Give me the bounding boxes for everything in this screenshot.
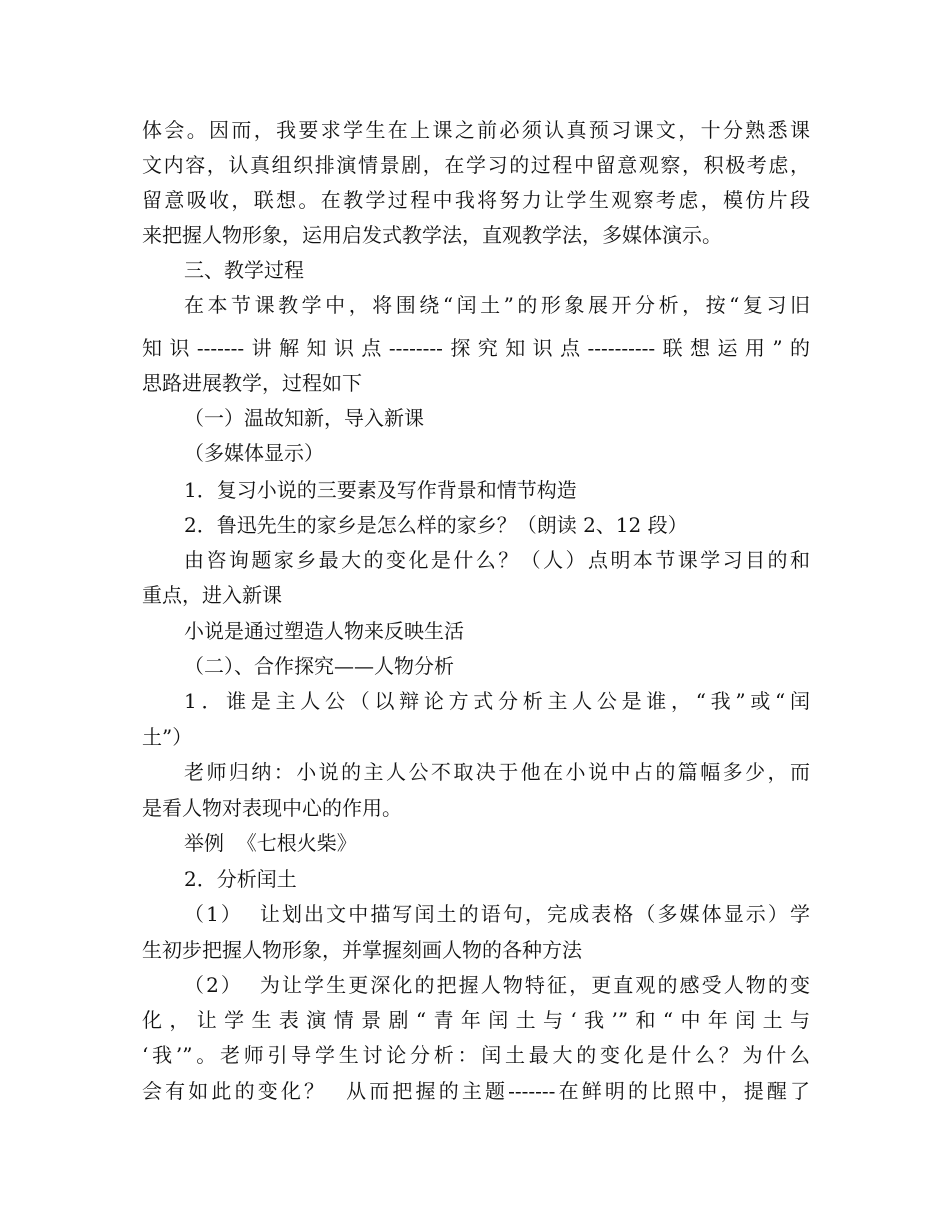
text-line: 老师归纳：小说的主人公不取决于他在小说中占的篇幅多少，而	[184, 760, 810, 784]
list-item: （1） 让划出文中描写闰土的语句，完成表格（多媒体显示）学	[184, 902, 810, 926]
text-line: 会有如此的变化？ 从而把握的主题-------在鲜明的比照中，提醒了	[142, 1079, 810, 1103]
subsection-heading: （一）温故知新，导入新课	[184, 406, 424, 430]
text-line: 思路进展教学，过程如下	[142, 371, 362, 395]
text-line: 是看人物对表现中心的作用。	[142, 796, 402, 820]
text-line: 来把握人物形象，运用启发式教学法，直观教学法，多媒体演示。	[142, 223, 722, 247]
text-line: 重点，进入新课	[142, 583, 282, 607]
subsection-heading: （二）、合作探究——人物分析	[184, 654, 454, 678]
text-line: （多媒体显示）	[184, 441, 324, 465]
text-line: 生初步把握人物形象，并掌握刻画人物的各种方法	[142, 938, 582, 962]
text-line: 体会。因而，我要求学生在上课之前必须认真预习课文，十分熟悉课	[142, 118, 810, 142]
text-line: ‘我’”。老师引导学生讨论分析：闰土最大的变化是什么？为什么	[142, 1043, 810, 1067]
list-item: 2．鲁迅先生的家乡是怎么样的家乡？（朗读 2、12 段）	[184, 513, 688, 537]
list-item: 2．分析闰土	[184, 867, 297, 891]
text-line: 文内容，认真组织排演情景剧，在学习的过程中留意观察，积极考虑，	[142, 153, 810, 177]
list-item: （2） 为让学生更深化的把握人物特征，更直观的感受人物的变	[184, 973, 810, 997]
list-item: 1．谁是主人公（以辩论方式分析主人公是谁，“我”或“闰	[184, 689, 810, 713]
text-line: 土”）	[142, 725, 193, 749]
text-line: 小说是通过塑造人物来反映生活	[184, 619, 464, 643]
text-line: 举例 《七根火柴》	[184, 831, 357, 855]
text-line: 化，让学生表演情景剧“青年闰土与‘我’”和“中年闰土与	[142, 1008, 810, 1032]
text-line: 由咨询题家乡最大的变化是什么？（人）点明本节课学习目的和	[184, 548, 810, 572]
section-heading: 三、教学过程	[184, 258, 304, 282]
text-line: 在本节课教学中，将围绕“闰土”的形象展开分析，按“复习旧	[184, 293, 810, 317]
text-line: 留意吸收，联想。在教学过程中我将努力让学生观察考虑，模仿片段	[142, 188, 810, 212]
text-line: 知识-------讲解知识点--------探究知识点----------联想运用”的	[142, 336, 810, 360]
list-item: 1．复习小说的三要素及写作背景和情节构造	[184, 478, 577, 502]
